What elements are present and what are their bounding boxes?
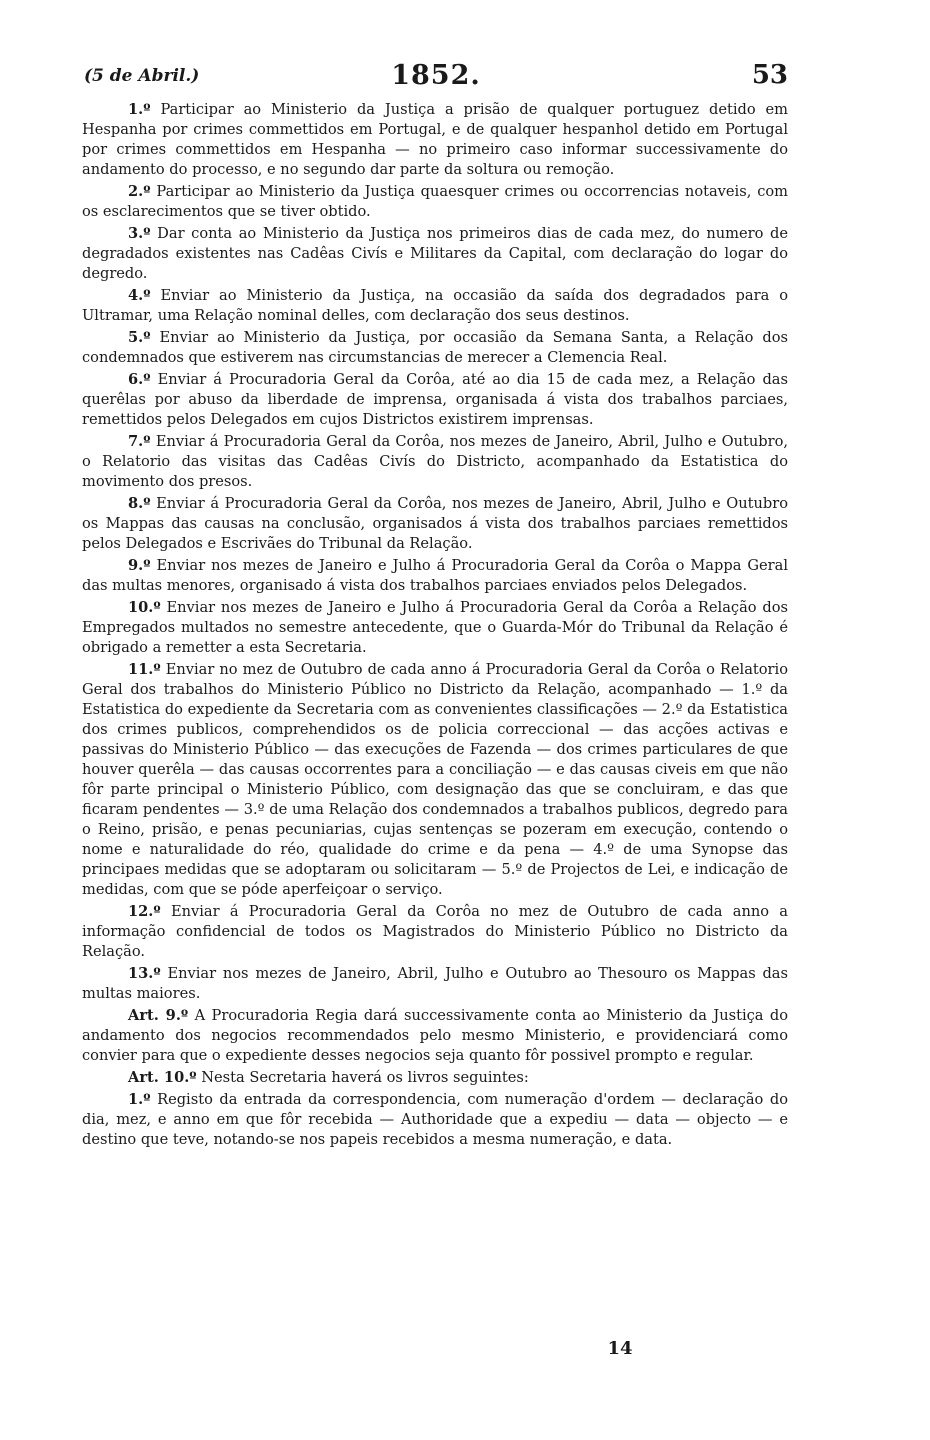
item-number: 1.º [128,101,151,118]
article-text: Nesta Secretaria haverá os livros seguintes: [201,1069,529,1086]
item-text: Participar ao Ministerio da Justiça quaesquer crimes ou occorrencias notaveis, com os esclarecimentos que se tiver obtido. [82,183,788,220]
body-text [82,100,788,1152]
item-number: 7.º [128,433,151,450]
paragraph-item-5 [82,328,788,368]
paragraph-item-6 [82,370,788,430]
paragraph-article-9 [82,1006,788,1066]
article-number: Art. 10.º [128,1069,197,1086]
paragraph-item-8 [82,494,788,554]
item-text: Enviar á Procuradoria Geral da Corôa no mez de Outubro de cada anno a informação confidencial de todos os Magistrados do Ministerio Público no Districto da Relação. [82,903,788,960]
item-text: Enviar no mez de Outubro de cada anno á Procuradoria Geral da Corôa o Relatorio Geral dos trabalhos do Ministerio Público no Districto da Relação, acompanhado — 1.º da Estatistica do expediente da Secretaria com as convenientes classificações — 2.º da Estatistica dos crimes publicos, comprehendidos os de policia correccional — das acções activas e passivas do Ministerio Público — das execuções de Fazenda — dos crimes particulares de que houver querêla — das causas occorrentes para a conciliação — e das causas civeis em que não fôr parte principal o Ministerio Público, com designação das que se concluiram, e das que ficaram pendentes — 3.º de uma Relação dos condemnados a trabalhos publicos, degredo para o Reino, prisão, e penas pecuniarias, cujas sentenças se pozeram em execução, contendo o nome e naturalidade do réo, qualidade do crime e da pena — 4.º de uma Synopse das principaes medidas que se adoptaram ou solicitaram — 5.º de Projectos de Lei, e indicação de medidas, com que se póde aperfeiçoar o serviço. [82,661,788,898]
item-text: Enviar á Procuradoria Geral da Corôa, até ao dia 15 de cada mez, a Relação das querêlas por abuso da liberdade de imprensa, organisada á vista dos trabalhos parciaes, remettidos pelos Delegados em cujos Districtos existirem imprensas. [82,371,788,428]
item-text: Enviar ao Ministerio da Justiça, por occasião da Semana Santa, a Relação dos condemnados que estiverem nas circumstancias de merecer a Clemencia Real. [82,329,789,366]
item-number: 2.º [128,183,151,200]
item-number: 11.º [128,661,161,678]
header-year: 1852. [391,60,481,91]
item-number: 10.º [128,599,161,616]
item-text: Enviar nos mezes de Janeiro, Abril, Julho e Outubro ao Thesouro os Mappas das multas maiores. [82,965,789,1002]
item-number: 13.º [128,965,161,982]
running-head [84,62,788,98]
item-number: 5.º [128,329,151,346]
paragraph-item-1 [82,100,788,180]
paragraph-item-11 [82,660,788,900]
item-number: 8.º [128,495,151,512]
item-text: Enviar ao Ministerio da Justiça, na occasião da saída dos degradados para o Ultramar, uma Relação nominal delles, com declaração dos seus destinos. [82,287,788,324]
paragraph-item-9 [82,556,788,596]
paragraph-item-7 [82,432,788,492]
page-number: 53 [751,60,788,90]
article-text: A Procuradoria Regia dará successivamente conta ao Ministerio da Justiça do andamento dos negocios recommendados pelo mesmo Ministerio, e providenciará como convier para que o expediente desses negocios seja quanto fôr possivel prompto e regular. [82,1007,789,1064]
paragraph-item-10 [82,598,788,658]
article-number: Art. 9.º [128,1007,189,1024]
paragraph-item-4 [82,286,788,326]
signature-mark: 14 [607,1338,633,1359]
item-text: Enviar á Procuradoria Geral da Corôa, nos mezes de Janeiro, Abril, Julho e Outubro os Mappas das causas na conclusão, organisados á vista dos trabalhos parciaes remettidos pelos Delegados e Escrivães do Tribunal da Relação. [82,495,789,552]
item-text: Enviar nos mezes de Janeiro e Julho á Procuradoria Geral da Corôa a Relação dos Empregados multados no semestre antecedente, que o Guarda-Mór do Tribunal da Relação é obrigado a remetter a esta Secretaria. [82,599,788,656]
item-text: Enviar á Procuradoria Geral da Corôa, nos mezes de Janeiro, Abril, Julho e Outubro, o Relatorio das visitas das Cadêas Civís do Districto, acompanhado da Estatistica do movimento dos presos. [82,433,789,490]
paragraph-article-10 [82,1068,788,1088]
paragraph-item-2 [82,182,788,222]
paragraph-item-13 [82,964,788,1004]
paragraph-item-12 [82,902,788,962]
item-text: Enviar nos mezes de Janeiro e Julho á Procuradoria Geral da Corôa o Mappa Geral das multas menores, organisado á vista dos trabalhos parciaes enviados pelos Delegados. [82,557,789,594]
item-number: 12.º [128,903,161,920]
item-text: Registo da entrada da correspondencia, com numeração d'ordem — declaração do dia, mez, e anno em que fôr recebida — Authoridade que a expediu — data — objecto — e destino que teve, notando-se nos papeis recebidos a mesma numeração, e data. [82,1091,788,1148]
item-number: 4.º [128,287,151,304]
item-text: Participar ao Ministerio da Justiça a prisão de qualquer portuguez detido em Hespanha por crimes commettidos em Portugal, e de qualquer hespanhol detido em Portugal por crimes commettidos em Hespanha — no primeiro caso informar successivamente do andamento do processo, e no segundo dar parte da soltura ou remoção. [82,101,789,178]
item-number: 3.º [128,225,151,242]
header-date: (5 de Abril.) [84,66,200,86]
paragraph-book-1 [82,1090,788,1150]
item-number: 1.º [128,1091,151,1108]
item-text: Dar conta ao Ministerio da Justiça nos primeiros dias de cada mez, do numero de degradados existentes nas Cadêas Civís e Militares da Capital, com declaração do logar do degredo. [82,225,788,282]
item-number: 6.º [128,371,151,388]
item-number: 9.º [128,557,151,574]
paragraph-item-3 [82,224,788,284]
